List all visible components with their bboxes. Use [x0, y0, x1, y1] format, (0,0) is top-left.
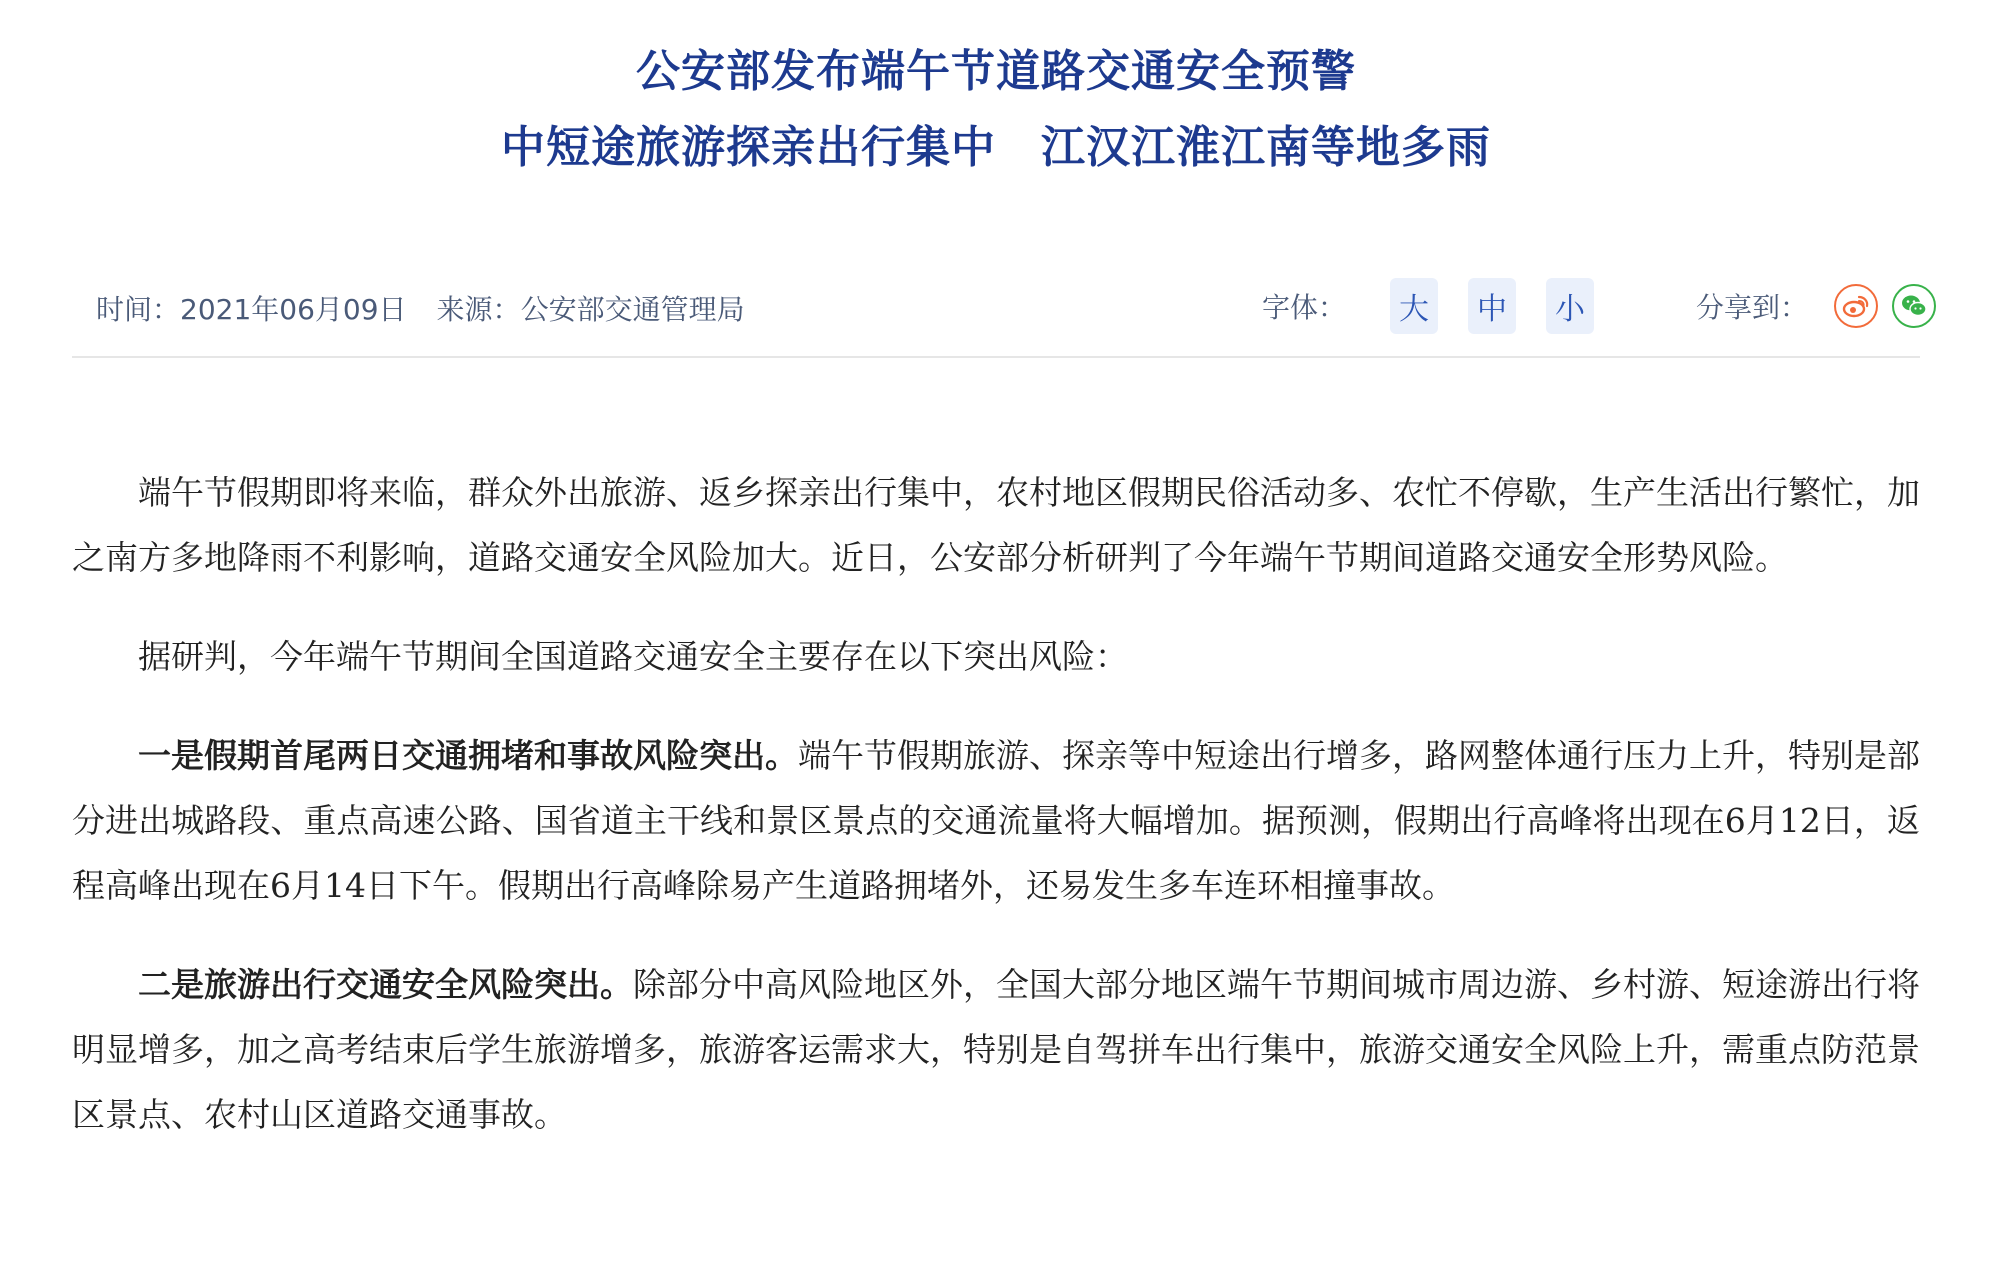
font-size-label: 字体： [1262, 291, 1347, 324]
title-line-1: 公安部发布端午节道路交通安全预警 [636, 46, 1356, 97]
publish-date: 2021年06月09日 [180, 293, 407, 326]
font-size-medium-button[interactable]: 中 [1468, 278, 1516, 334]
wechat-share-button[interactable] [1892, 284, 1936, 328]
article-meta-bar [72, 276, 1920, 358]
paragraph [72, 624, 1920, 689]
paragraph-lead: 二是旅游出行交通安全风险突出。 [138, 965, 633, 1004]
wechat-icon [1899, 291, 1929, 321]
source-label: 来源： [436, 293, 521, 326]
paragraph [72, 952, 1920, 1147]
weibo-icon [1841, 291, 1871, 321]
time-label: 时间： [96, 293, 181, 326]
title-line-2: 中短途旅游探亲出行集中 江汉江淮江南等地多雨 [501, 122, 1491, 173]
paragraph-text: 据研判，今年端午节期间全国道路交通安全主要存在以下突出风险： [138, 637, 1128, 676]
article-title [0, 44, 1992, 176]
paragraph [72, 460, 1920, 590]
article-body [72, 460, 1920, 1181]
font-size-large-button[interactable]: 大 [1390, 278, 1438, 334]
weibo-share-button[interactable] [1834, 284, 1878, 328]
paragraph-text: 端午节假期即将来临，群众外出旅游、返乡探亲出行集中，农村地区假期民俗活动多、农忙不停歇，生产生活出行繁忙，加之南方多地降雨不利影响，道路交通安全风险加大。近日，公安部分析研判了今年端午节期间道路交通安全形势风险。 [72, 473, 1920, 577]
paragraph-text: 除部分中高风险地区外，全国大部分地区端午节期间城市周边游、乡村游、短途游出行将明显增多，加之高考结束后学生旅游增多，旅游客运需求大，特别是自驾拼车出行集中，旅游交通安全风险上升，需重点防范景区景点、农村山区道路交通事故。 [72, 965, 1920, 1134]
paragraph-text: 端午节假期旅游、探亲等中短途出行增多，路网整体通行压力上升，特别是部分进出城路段、重点高速公路、国省道主干线和景区景点的交通流量将大幅增加。据预测，假期出行高峰将出现在6月12日，返程高峰出现在6月14日下午。假期出行高峰除易产生道路拥堵外，还易发生多车连环相撞事故。 [72, 736, 1920, 905]
font-size-small-button[interactable]: 小 [1546, 278, 1594, 334]
font-size-tools [1262, 276, 1624, 336]
paragraph [72, 723, 1920, 918]
article-meta [96, 288, 745, 328]
paragraph-lead: 一是假期首尾两日交通拥堵和事故风险突出。 [138, 736, 798, 775]
source-value: 公安部交通管理局 [520, 293, 745, 326]
share-tools [1696, 276, 1936, 336]
share-label: 分享到： [1696, 291, 1809, 324]
